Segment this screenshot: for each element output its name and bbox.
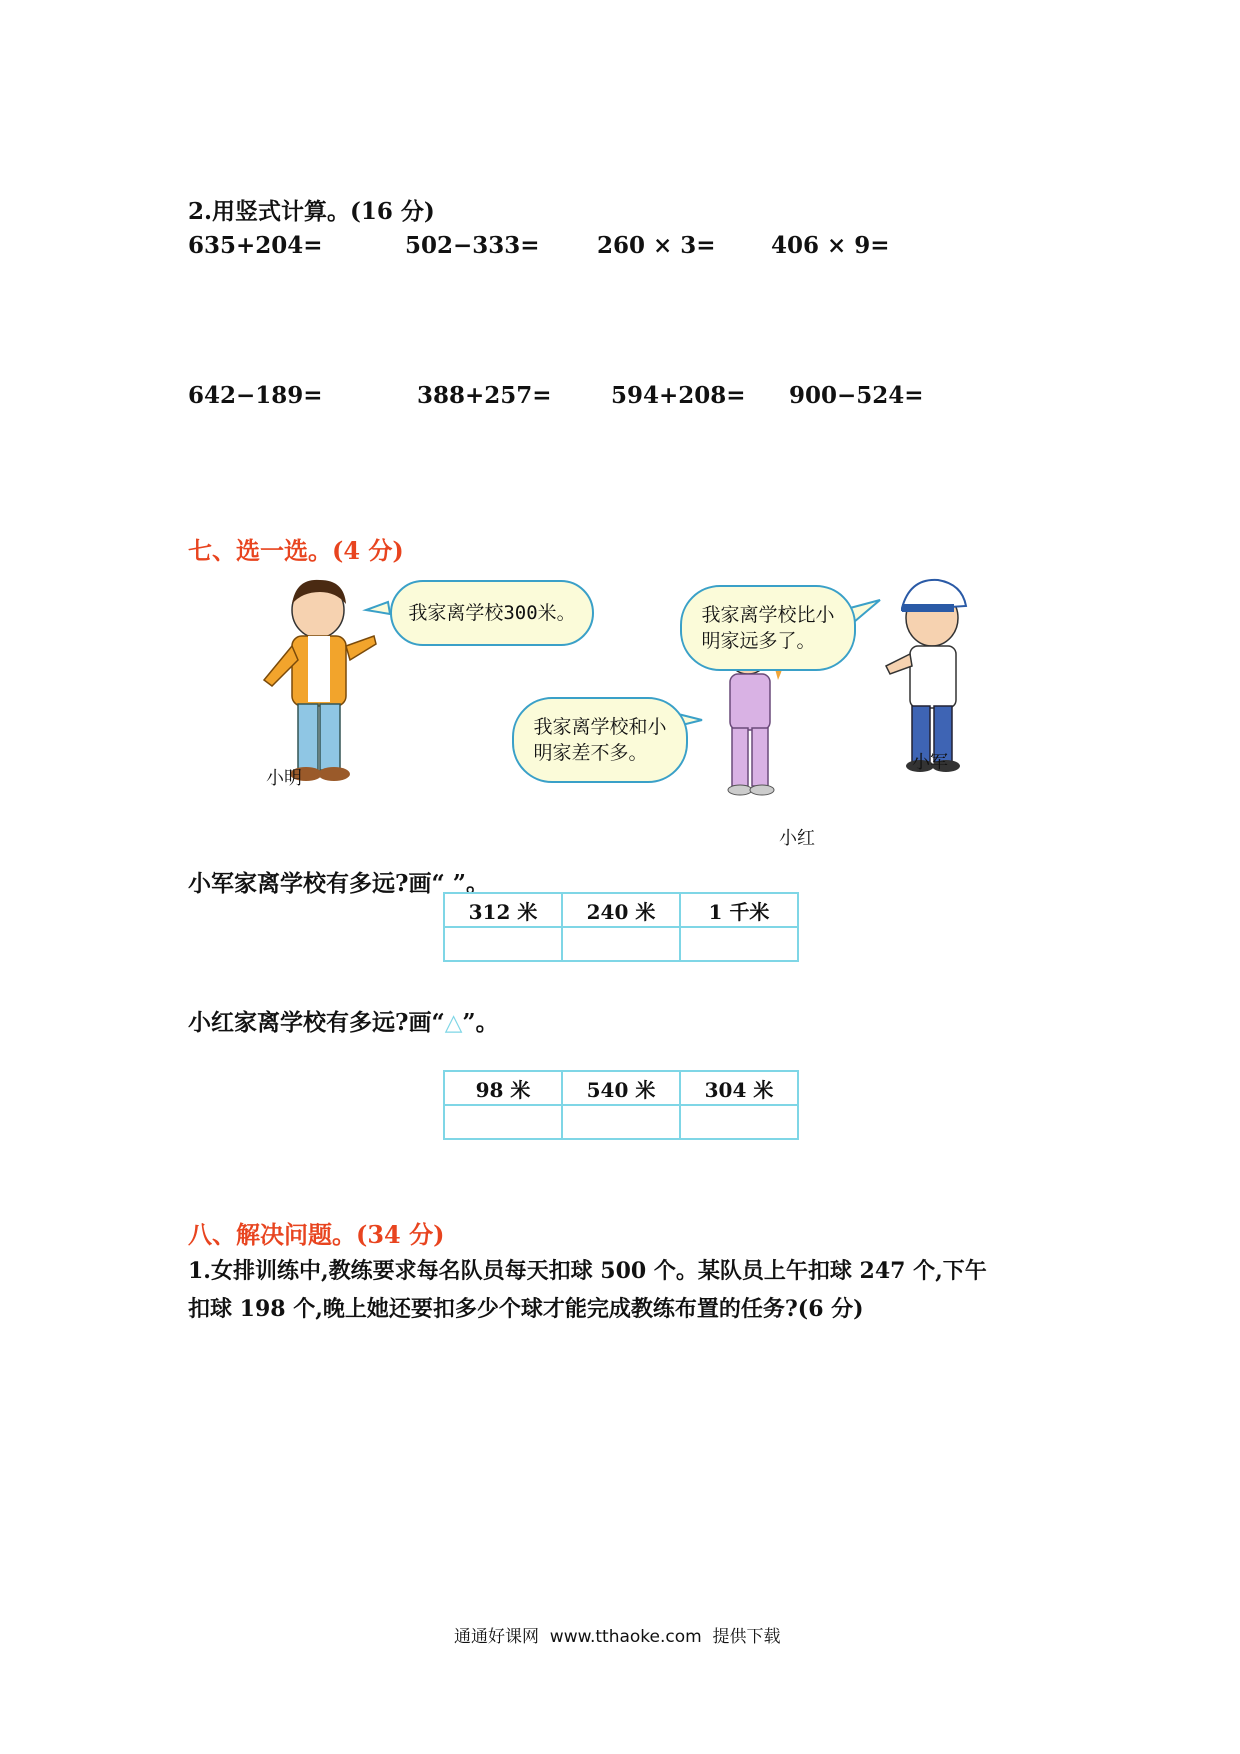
speech-text: 我家离学校300米。: [408, 602, 576, 624]
option-cell: 1 千米: [680, 893, 798, 927]
answer-cell[interactable]: [444, 927, 562, 961]
section-heading: 八、解决问题。(34 分): [188, 1220, 445, 1249]
answer-cell[interactable]: [444, 1105, 562, 1139]
option-cell: 240 米: [562, 893, 680, 927]
speech-text-line: 明家差不多。: [533, 742, 648, 764]
answer-cell[interactable]: [562, 1105, 680, 1139]
character-name: 小军: [912, 752, 948, 773]
expression: 260 × 3=: [597, 232, 716, 259]
problem-text-line: 1.女排训练中,教练要求每名队员每天扣球 500 个。某队员上午扣球 247 个,下午: [188, 1258, 987, 1284]
option-cell: 312 米: [444, 893, 562, 927]
speech-bubble-xiaojun: [680, 585, 856, 671]
choice-table: [443, 1070, 799, 1140]
option-cell: 540 米: [562, 1071, 680, 1105]
option-cell: 304 米: [680, 1071, 798, 1105]
question-text: [188, 1004, 499, 1037]
problem-text-line: 扣球 198 个,晚上她还要扣多少个球才能完成教练布置的任务?(6 分): [188, 1296, 864, 1322]
question-text-part: 小红家离学校有多远?画“: [188, 1009, 445, 1036]
expression: 642−189=: [188, 382, 323, 409]
speech-text-line: 我家离学校和小: [533, 716, 667, 738]
expression: 594+208=: [611, 382, 746, 409]
character-name: 小红: [779, 828, 815, 849]
character-name: 小明: [266, 768, 302, 789]
answer-cell[interactable]: [562, 927, 680, 961]
choice-table: [443, 892, 799, 962]
triangle-icon: △: [444, 1010, 463, 1036]
question-title: 2.用竖式计算。(16 分): [188, 198, 435, 225]
expression: 502−333=: [405, 232, 540, 259]
speech-text-line: 明家远多了。: [701, 630, 816, 652]
expression: 635+204=: [188, 232, 323, 259]
question-text-part: ”。: [462, 1009, 499, 1036]
answer-cell[interactable]: [680, 927, 798, 961]
expression: 388+257=: [417, 382, 552, 409]
option-cell: 98 米: [444, 1071, 562, 1105]
speech-bubble-xiaohong: [512, 697, 688, 783]
footer-credit: 通通好课网 www.tthaoke.com 提供下载: [454, 1627, 781, 1647]
boy-xiaoming-figure: [264, 580, 376, 781]
expression: 900−524=: [789, 382, 924, 409]
boy-xiaojun-figure: [886, 580, 966, 772]
question-text: 小军家离学校有多远?画“ ”。: [188, 870, 489, 897]
speech-text-line: 我家离学校比小: [701, 604, 835, 626]
speech-bubble-xiaoming: [390, 580, 594, 646]
expression: 406 × 9=: [771, 232, 890, 259]
answer-cell[interactable]: [680, 1105, 798, 1139]
section-heading: 七、选一选。(4 分): [188, 536, 404, 565]
